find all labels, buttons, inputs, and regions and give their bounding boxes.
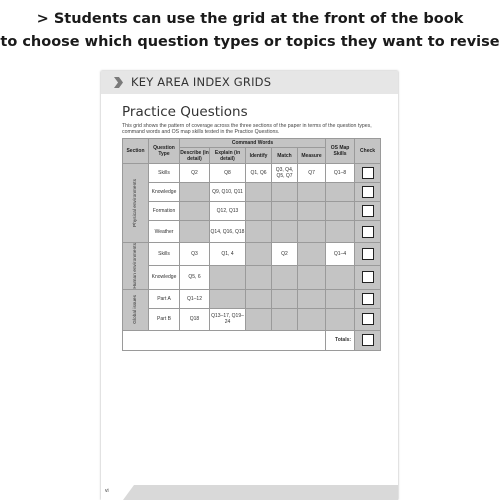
match-cell — [272, 221, 298, 243]
measure-cell — [298, 289, 326, 308]
os-map-cell: Q1–8 — [326, 164, 355, 183]
os-map-cell — [326, 221, 355, 243]
measure-cell — [298, 266, 326, 289]
promo-caption — [0, 8, 500, 54]
banner-title: KEY AREA INDEX GRIDS — [131, 75, 272, 89]
os-map-cell: Q1–4 — [326, 243, 355, 266]
header-command-words: Command Words — [180, 139, 326, 148]
identify-cell — [246, 289, 272, 308]
os-map-cell — [326, 183, 355, 202]
check-box[interactable] — [362, 226, 374, 238]
question-type-cell: Weather — [149, 221, 180, 243]
footer-bar — [123, 485, 398, 500]
match-cell — [272, 202, 298, 221]
match-cell — [272, 308, 298, 330]
check-cell — [355, 221, 381, 243]
os-map-cell — [326, 308, 355, 330]
measure-cell: Q7 — [298, 164, 326, 183]
table-row — [123, 202, 381, 221]
match-cell — [272, 266, 298, 289]
describe-cell — [180, 202, 210, 221]
question-type-cell: Formation — [149, 202, 180, 221]
explain-cell: Q13–17, Q19–24 — [210, 308, 246, 330]
chevron-right-icon — [114, 77, 123, 88]
explain-cell: Q1, 4 — [210, 243, 246, 266]
check-cell — [355, 308, 381, 330]
table-row — [123, 243, 381, 266]
describe-cell: Q5, 6 — [180, 266, 210, 289]
header-measure: Measure — [298, 148, 326, 164]
check-cell — [355, 289, 381, 308]
identify-cell — [246, 243, 272, 266]
measure-cell — [298, 221, 326, 243]
identify-cell — [246, 183, 272, 202]
match-cell — [272, 289, 298, 308]
section-label-physical: Physical environments — [123, 164, 149, 243]
measure-cell — [298, 183, 326, 202]
identify-cell: Q1, Q6 — [246, 164, 272, 183]
page-footer — [101, 485, 398, 500]
os-map-cell — [326, 289, 355, 308]
describe-cell: Q18 — [180, 308, 210, 330]
describe-cell: Q1–12 — [180, 289, 210, 308]
totals-row — [123, 330, 381, 350]
check-box[interactable] — [362, 313, 374, 325]
question-type-cell: Skills — [149, 243, 180, 266]
measure-cell — [298, 202, 326, 221]
chapter-banner — [101, 71, 398, 94]
explain-cell — [210, 266, 246, 289]
check-cell — [355, 183, 381, 202]
header-describe: Describe (in detail) — [180, 149, 209, 162]
os-map-cell — [326, 202, 355, 221]
explain-cell: Q12, Q13 — [210, 202, 246, 221]
question-type-cell: Knowledge — [149, 266, 180, 289]
check-box[interactable] — [362, 271, 374, 283]
identify-cell — [246, 308, 272, 330]
match-cell — [272, 183, 298, 202]
header-section: Section — [123, 139, 149, 164]
section-heading: Practice Questions — [122, 104, 248, 120]
check-cell — [355, 202, 381, 221]
table-row — [123, 221, 381, 243]
section-label-global: Global issues — [123, 289, 149, 330]
os-map-cell — [326, 266, 355, 289]
check-box[interactable] — [362, 293, 374, 305]
header-question-type: Question Type — [149, 139, 180, 164]
measure-cell — [298, 243, 326, 266]
check-cell — [355, 243, 381, 266]
describe-cell — [180, 183, 210, 202]
totals-label: Totals: — [326, 330, 355, 350]
intro-text: This grid shows the pattern of coverage across the three sections of the paper in terms of the question types, command words and OS map skills tested in the Practice Questions. — [122, 123, 372, 136]
table-row — [123, 308, 381, 330]
identify-cell — [246, 202, 272, 221]
describe-cell: Q3 — [180, 243, 210, 266]
check-box[interactable] — [362, 167, 374, 179]
index-grid-table — [122, 138, 381, 351]
table-row — [123, 289, 381, 308]
page-number: vi — [105, 488, 109, 494]
match-cell: Q3, Q4, Q5, Q7 — [272, 164, 298, 183]
header-os-map-skills: OS Map Skills — [326, 139, 355, 164]
describe-cell — [180, 221, 210, 243]
header-check: Check — [355, 139, 381, 164]
explain-cell: Q8 — [210, 164, 246, 183]
describe-cell: Q2 — [180, 164, 210, 183]
check-box[interactable] — [362, 205, 374, 217]
table-row — [123, 183, 381, 202]
caption-line-2: to choose which question types or topics they want to revise — [0, 34, 500, 50]
question-type-cell: Part A — [149, 289, 180, 308]
check-box[interactable] — [362, 186, 374, 198]
check-box[interactable] — [362, 248, 374, 260]
explain-cell — [210, 289, 246, 308]
table-row — [123, 164, 381, 183]
explain-cell: Q14, Q16, Q18 — [210, 221, 246, 243]
header-identify: Identify — [246, 148, 272, 164]
question-type-cell: Part B — [149, 308, 180, 330]
check-cell — [355, 266, 381, 289]
measure-cell — [298, 308, 326, 330]
totals-check-box[interactable] — [362, 334, 374, 346]
totals-check-cell — [355, 330, 381, 350]
check-cell — [355, 164, 381, 183]
question-type-cell: Skills — [149, 164, 180, 183]
explain-cell: Q9, Q10, Q11 — [210, 183, 246, 202]
section-label-human: Human environments — [123, 243, 149, 290]
identify-cell — [246, 221, 272, 243]
caption-line-1: > Students can use the grid at the front of the book — [36, 11, 464, 27]
identify-cell — [246, 266, 272, 289]
header-explain: Explain (in detail) — [210, 148, 246, 164]
question-type-cell: Knowledge — [149, 183, 180, 202]
match-cell: Q2 — [272, 243, 298, 266]
table-row — [123, 266, 381, 289]
header-match: Match — [272, 148, 298, 164]
book-page — [101, 71, 398, 500]
